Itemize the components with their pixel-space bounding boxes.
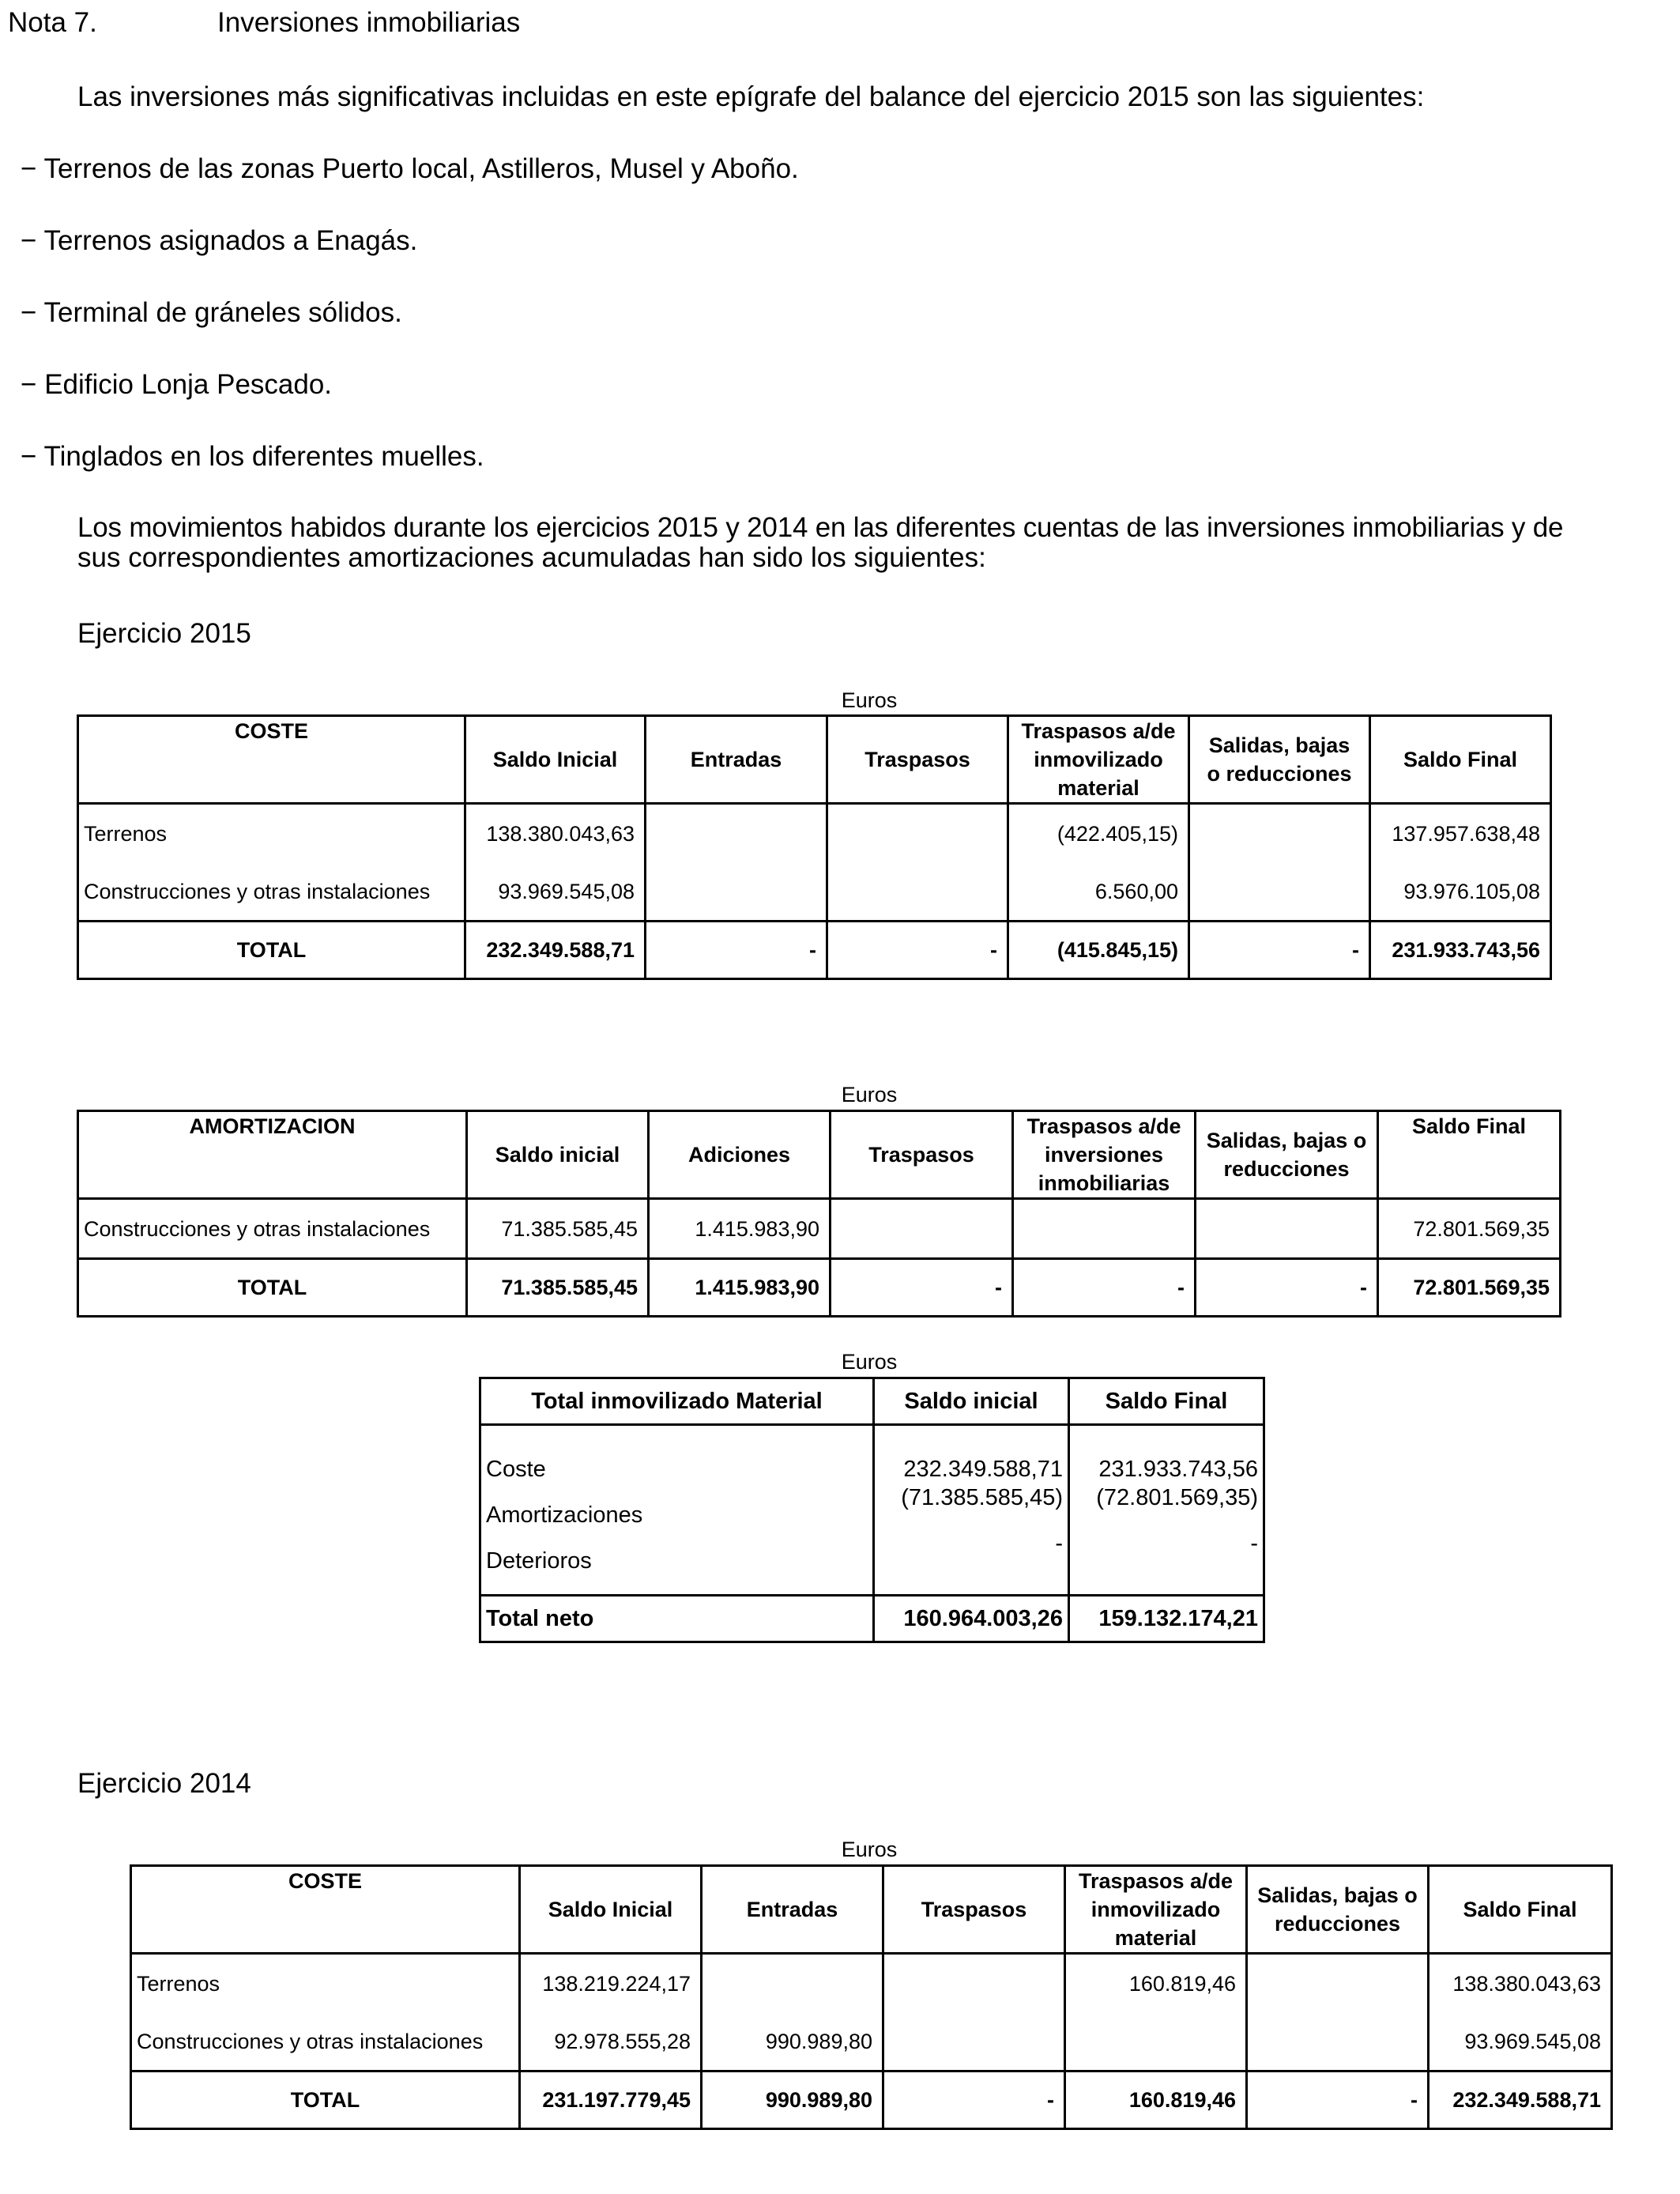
total-cell: - — [827, 922, 1008, 979]
table-row — [78, 862, 1551, 922]
total-cell: 1.415.983,90 — [649, 1259, 831, 1317]
total-label: Total neto — [480, 1596, 874, 1642]
column-header: Traspasos a/de inversiones inmobiliarias — [1013, 1111, 1196, 1199]
column-header: Saldo inicial — [467, 1111, 649, 1199]
table-cell — [1247, 2012, 1429, 2071]
note-title: Inversiones inmobiliarias — [217, 7, 521, 38]
total-cell: 231.933.743,56 — [1370, 922, 1551, 979]
total-row — [78, 922, 1551, 979]
column-header: Total inmovilizado Material — [480, 1378, 874, 1425]
total-cell: - — [1247, 2071, 1429, 2129]
total-cell: 160.819,46 — [1065, 2071, 1247, 2129]
table-cell: 6.560,00 — [1008, 862, 1189, 922]
table-cell: 1.415.983,90 — [649, 1199, 831, 1259]
section-title-2014: Ejercicio 2014 — [77, 1768, 251, 1799]
currency-caption: Euros — [841, 1350, 898, 1374]
column-header: AMORTIZACION — [78, 1111, 467, 1199]
total-cell: - — [646, 922, 827, 979]
row-label: Deterioros — [480, 1529, 874, 1575]
row-label: Construcciones y otras instalaciones — [78, 862, 465, 922]
table-cell — [646, 862, 827, 922]
table-cell — [883, 2012, 1065, 2071]
table-row — [78, 804, 1551, 863]
bullet-marker: − — [21, 153, 37, 184]
bullet-text: Terrenos de las zonas Puerto local, Astilleros, Musel y Aboño. — [43, 153, 799, 184]
table-cell — [1196, 1199, 1378, 1259]
bullet-marker: − — [21, 441, 37, 472]
table-cell: (71.385.585,45) — [874, 1483, 1069, 1529]
note-number: Nota 7. — [8, 7, 97, 38]
total-cell: - — [1189, 922, 1370, 979]
movements-paragraph-line1: Los movimientos habidos durante los ejercicios 2015 y 2014 en las diferentes cuentas de las inversiones inmobiliarias y de — [77, 512, 1564, 543]
column-header: COSTE — [131, 1866, 520, 1954]
total-cell: 71.385.585,45 — [467, 1259, 649, 1317]
table-cell: 160.819,46 — [1065, 1954, 1247, 2013]
table-row — [480, 1439, 1264, 1483]
table-cell — [702, 1954, 883, 2013]
table-cell: 137.957.638,48 — [1370, 804, 1551, 863]
intro-paragraph: Las inversiones más significativas incluidas en este epígrafe del balance del ejercicio 2015 son las siguientes: — [77, 81, 1425, 112]
row-label: Construcciones y otras instalaciones — [131, 2012, 520, 2071]
table-header-row — [131, 1866, 1612, 1954]
table-cell: 93.969.545,08 — [1429, 2012, 1612, 2071]
table-cell — [827, 862, 1008, 922]
section-title-2015: Ejercicio 2015 — [77, 618, 251, 649]
total-cell: 232.349.588,71 — [1429, 2071, 1612, 2129]
total-label: TOTAL — [78, 1259, 467, 1317]
amortization-table-2015 — [77, 1110, 1561, 1318]
table-row — [78, 1199, 1561, 1259]
table-cell: - — [1069, 1529, 1264, 1575]
table-cell: 138.380.043,63 — [1429, 1954, 1612, 2013]
cost-table-2015 — [77, 714, 1552, 980]
row-label: Amortizaciones — [480, 1483, 874, 1529]
movements-paragraph-line2: sus correspondientes amortizaciones acumuladas han sido los siguientes: — [77, 542, 986, 573]
table-row — [131, 2012, 1612, 2071]
total-cell: 72.801.569,35 — [1378, 1259, 1561, 1317]
table-cell — [883, 1954, 1065, 2013]
list-item — [21, 440, 484, 473]
total-cell: 160.964.003,26 — [874, 1596, 1069, 1642]
column-header: Traspasos — [827, 716, 1008, 804]
column-header: Traspasos a/de inmovilizado material — [1065, 1866, 1247, 1954]
table-header-row — [78, 1111, 1561, 1199]
bullet-marker: − — [21, 369, 37, 400]
cost-table-2014 — [130, 1864, 1613, 2130]
table-cell: 138.219.224,17 — [520, 1954, 702, 2013]
total-row — [480, 1596, 1264, 1642]
column-header: Salidas, bajas o reducciones — [1189, 716, 1370, 804]
row-label: Construcciones y otras instalaciones — [78, 1199, 467, 1259]
table-header-row — [480, 1378, 1264, 1425]
table-cell: 71.385.585,45 — [467, 1199, 649, 1259]
table-cell — [1065, 2012, 1247, 2071]
bullet-marker: − — [21, 225, 37, 256]
column-header: Traspasos a/de inmovilizado material — [1008, 716, 1189, 804]
bullet-marker: − — [21, 297, 37, 328]
column-header: Saldo Final — [1370, 716, 1551, 804]
list-item — [21, 153, 799, 186]
column-header: Saldo Final — [1378, 1111, 1561, 1199]
table-cell: (422.405,15) — [1008, 804, 1189, 863]
column-header: Adiciones — [649, 1111, 831, 1199]
column-header: COSTE — [78, 716, 465, 804]
row-label: Terrenos — [131, 1954, 520, 2013]
table-cell: - — [874, 1529, 1069, 1575]
total-cell: - — [831, 1259, 1013, 1317]
list-item — [21, 296, 402, 330]
table-cell: 93.976.105,08 — [1370, 862, 1551, 922]
currency-caption: Euros — [841, 1838, 898, 1861]
table-cell: 72.801.569,35 — [1378, 1199, 1561, 1259]
column-header: Saldo Inicial — [520, 1866, 702, 1954]
table-cell: 990.989,80 — [702, 2012, 883, 2071]
column-header: Traspasos — [883, 1866, 1065, 1954]
bullet-text: Edificio Lonja Pescado. — [44, 369, 333, 400]
total-cell: 159.132.174,21 — [1069, 1596, 1264, 1642]
total-cell: - — [883, 2071, 1065, 2129]
total-label: TOTAL — [78, 922, 465, 979]
total-row — [131, 2071, 1612, 2129]
total-cell: (415.845,15) — [1008, 922, 1189, 979]
total-cell: 231.197.779,45 — [520, 2071, 702, 2129]
total-row — [78, 1259, 1561, 1317]
total-cell: - — [1196, 1259, 1378, 1317]
currency-caption: Euros — [841, 1083, 898, 1106]
total-cell: - — [1013, 1259, 1196, 1317]
table-row — [131, 1954, 1612, 2013]
bullet-text: Terminal de gráneles sólidos. — [43, 297, 402, 328]
total-label: TOTAL — [131, 2071, 520, 2129]
column-header: Saldo inicial — [874, 1378, 1069, 1425]
column-header: Salidas, bajas o reducciones — [1196, 1111, 1378, 1199]
spacer-row — [480, 1425, 1264, 1439]
list-item — [21, 224, 417, 258]
table-cell: 138.380.043,63 — [465, 804, 646, 863]
table-cell: 93.969.545,08 — [465, 862, 646, 922]
table-row — [480, 1529, 1264, 1575]
column-header: Saldo Final — [1429, 1866, 1612, 1954]
table-cell: (72.801.569,35) — [1069, 1483, 1264, 1529]
total-cell: 990.989,80 — [702, 2071, 883, 2129]
table-cell — [1189, 804, 1370, 863]
bullet-text: Tinglados en los diferentes muelles. — [43, 441, 484, 472]
table-header-row — [78, 716, 1551, 804]
table-cell — [1247, 1954, 1429, 2013]
table-row — [480, 1483, 1264, 1529]
table-cell — [646, 804, 827, 863]
table-cell — [831, 1199, 1013, 1259]
column-header: Traspasos — [831, 1111, 1013, 1199]
column-header: Saldo Final — [1069, 1378, 1264, 1425]
table-cell — [827, 804, 1008, 863]
column-header: Entradas — [646, 716, 827, 804]
table-cell — [1013, 1199, 1196, 1259]
table-cell: 92.978.555,28 — [520, 2012, 702, 2071]
column-header: Saldo Inicial — [465, 716, 646, 804]
spacer-row — [480, 1575, 1264, 1596]
bullet-text: Terrenos asignados a Enagás. — [43, 225, 418, 256]
table-cell: 232.349.588,71 — [874, 1439, 1069, 1483]
table-cell: 231.933.743,56 — [1069, 1439, 1264, 1483]
currency-caption: Euros — [841, 688, 898, 712]
list-item — [21, 368, 332, 401]
summary-table-2015 — [479, 1377, 1265, 1643]
row-label: Coste — [480, 1439, 874, 1483]
total-cell: 232.349.588,71 — [465, 922, 646, 979]
table-cell — [1189, 862, 1370, 922]
row-label: Terrenos — [78, 804, 465, 863]
column-header: Entradas — [702, 1866, 883, 1954]
column-header: Salidas, bajas o reducciones — [1247, 1866, 1429, 1954]
